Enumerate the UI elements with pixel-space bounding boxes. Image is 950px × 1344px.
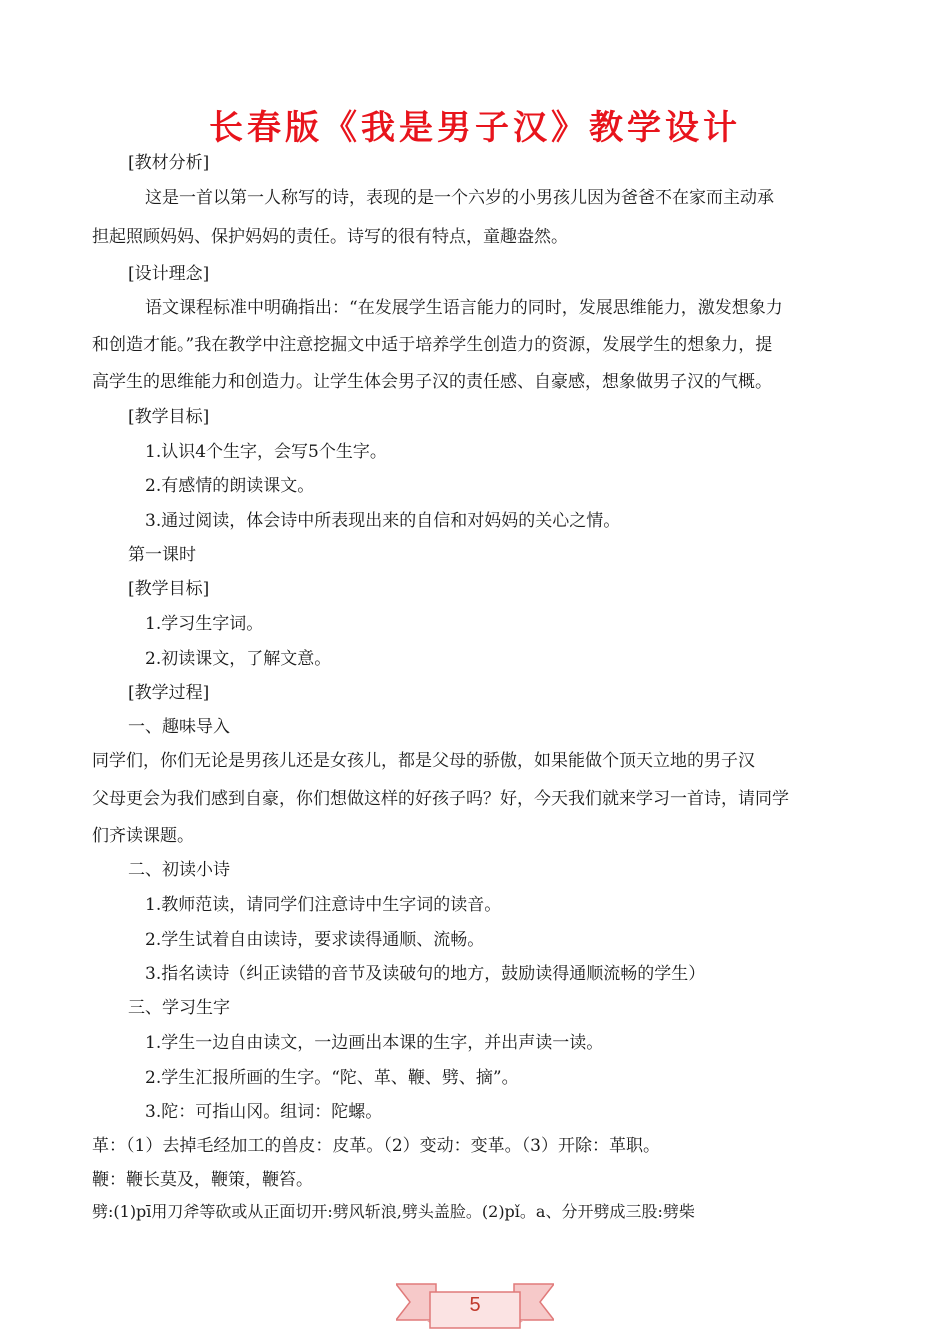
sub-heading: 一、趣味导入 [128, 717, 230, 737]
list-item: 1.教师范读，请同学们注意诗中生字词的读音。 [145, 895, 502, 915]
paragraph-line: 这是一首以第一人称写的诗，表现的是一个六岁的小男孩儿因为爸爸不在家而主动承 [145, 188, 774, 208]
section-heading: [教学目标] [128, 579, 210, 599]
paragraph-line: 劈:(1)pī用刀斧等砍或从正面切开:劈风斩浪,劈头盖脸。(2)pǐ。a、分开劈成三股:劈柴 [92, 1202, 695, 1221]
page-number: 5 [469, 1294, 481, 1316]
list-item: 2.学生试着自由读诗，要求读得通顺、流畅。 [145, 930, 485, 950]
paragraph-line: 担起照顾妈妈、保护妈妈的责任。诗写的很有特点，童趣盎然。 [92, 227, 568, 247]
section-heading: [教材分析] [128, 153, 210, 173]
list-item: 2.学生汇报所画的生字。“陀、革、鞭、劈、摘”。 [145, 1068, 519, 1088]
paragraph-line: 鞭：鞭长莫及，鞭策，鞭笞。 [92, 1170, 313, 1190]
paragraph-line: 同学们，你们无论是男孩儿还是女孩儿，都是父母的骄傲，如果能做个顶天立地的男子汉 [92, 751, 755, 771]
document-title: 长春版《我是男子汉》教学设计 [209, 108, 741, 148]
paragraph-line: 和创造才能。”我在教学中注意挖掘文中适于培养学生创造力的资源，发展学生的想象力，提 [92, 335, 773, 355]
section-heading: [教学目标] [128, 407, 210, 427]
list-item: 1.学生一边自由读文，一边画出本课的生字，并出声读一读。 [145, 1033, 604, 1053]
list-item: 3.陀：可指山冈。组词：陀螺。 [145, 1102, 383, 1122]
sub-heading: 二、初读小诗 [128, 860, 230, 880]
sub-heading: 三、学习生字 [128, 998, 230, 1018]
list-item: 3.指名读诗（纠正读错的音节及读破句的地方，鼓励读得通顺流畅的学生） [145, 964, 706, 984]
list-item: 3.通过阅读，体会诗中所表现出来的自信和对妈妈的关心之情。 [145, 511, 621, 531]
page-number-badge [396, 1276, 554, 1332]
paragraph-line: 父母更会为我们感到自豪，你们想做这样的好孩子吗？好，今天我们就来学习一首诗，请同学 [92, 789, 789, 809]
list-item: 2.初读课文，了解文意。 [145, 649, 332, 669]
list-item: 1.认识4个生字，会写5个生字。 [145, 442, 387, 462]
paragraph-line: 高学生的思维能力和创造力。让学生体会男子汉的责任感、自豪感，想象做男子汉的气概。 [92, 372, 772, 392]
paragraph-line: 语文课程标准中明确指出：“在发展学生语言能力的同时，发展思维能力，激发想象力 [145, 298, 783, 318]
paragraph-line: 革：（1）去掉毛经加工的兽皮：皮革。（2）变动：变革。（3）开除：革职。 [92, 1136, 660, 1156]
list-item: 2.有感情的朗读课文。 [145, 476, 315, 496]
section-heading: [教学过程] [128, 683, 210, 703]
paragraph-line: 们齐读课题。 [92, 826, 194, 846]
section-heading: 第一课时 [128, 545, 196, 565]
section-heading: [设计理念] [128, 264, 210, 284]
list-item: 1.学习生字词。 [145, 614, 264, 634]
